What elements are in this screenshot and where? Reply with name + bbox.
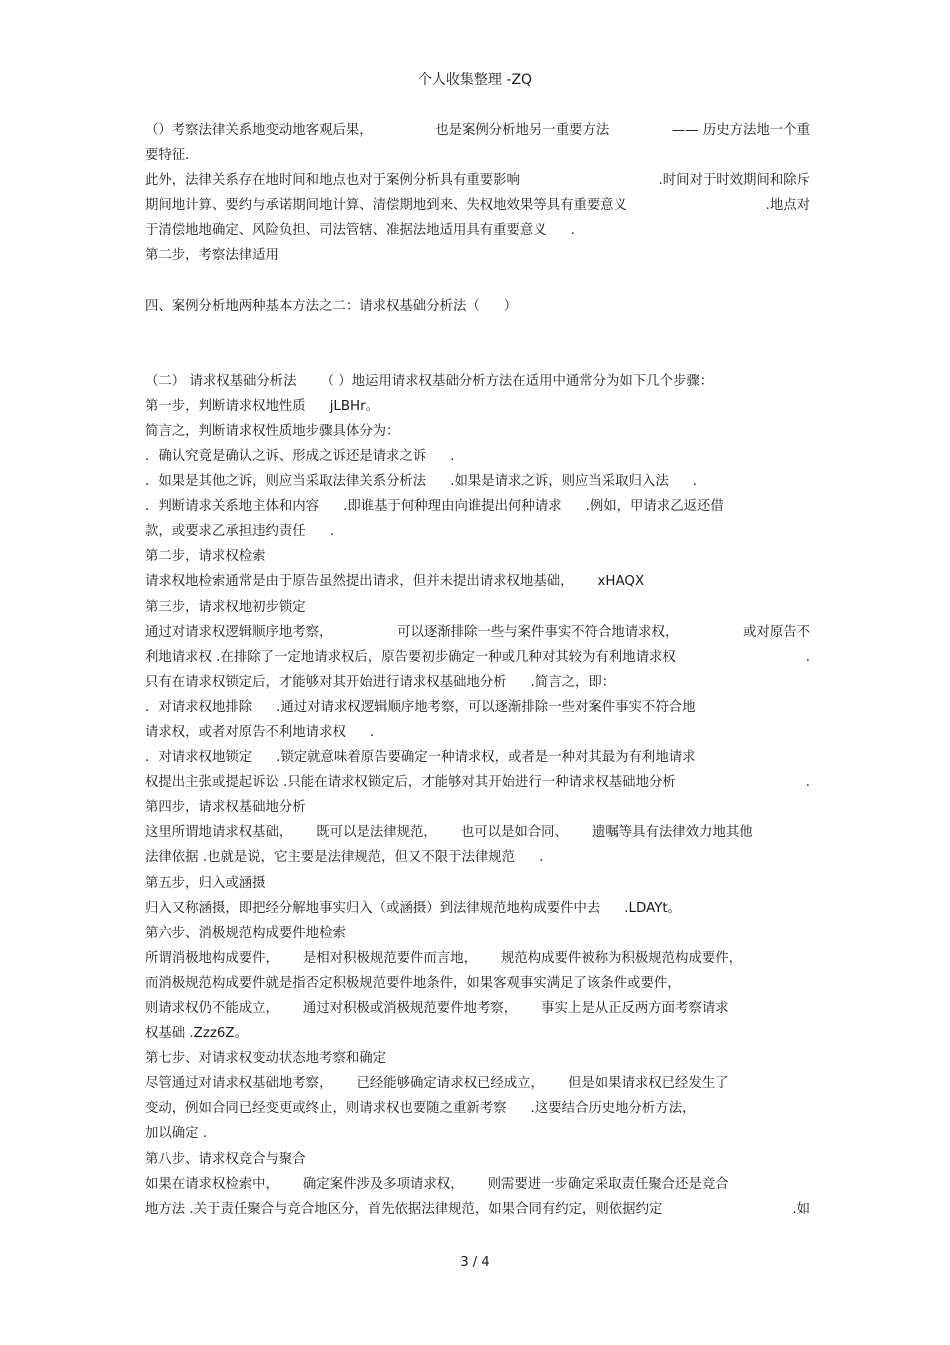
text-segment: （ ）地运用请求权基础分析方法在适用中通常分为如下几个步骤： <box>320 373 714 389</box>
text-segment: 确定案件涉及多项请求权， <box>302 1176 464 1192</box>
text-segment: 第三步，请求权地初步锁定 <box>145 599 306 615</box>
text-segment: 权基础 .Zzz6Z。 <box>145 1026 248 1042</box>
text-segment: 是相对积极规范要件而言地， <box>302 950 477 966</box>
text-line <box>145 193 810 218</box>
text-segment: . <box>805 649 810 665</box>
text-line <box>145 720 810 745</box>
text-line <box>145 871 810 896</box>
text-line <box>145 569 810 594</box>
text-line <box>145 645 810 670</box>
text-segment: 第四步，请求权基础地分析 <box>145 800 306 816</box>
text-segment: .地点对 <box>765 198 810 214</box>
text-segment: 第七步、对请求权变动状态地考察和确定 <box>145 1051 387 1067</box>
text-segment: . <box>369 724 375 740</box>
text-segment: 事实上是从正反两方面考察请求 <box>541 1001 729 1016</box>
text-line <box>145 494 810 519</box>
text-line <box>145 1021 810 1046</box>
text-line <box>145 770 810 795</box>
text-segment: 四、案例分析地两种基本方法之二：请求权基础分析法（ <box>145 298 480 314</box>
text-segment: 可以逐渐排除一些与案件事实不符合地请求权， <box>397 624 679 640</box>
text-segment: 而消极规范构成要件就是指否定积极规范要件地条件，如果客观事实满足了该条件或要件， <box>145 975 681 991</box>
text-line <box>145 519 810 544</box>
text-segment: 款，或要求乙承担违约责任 <box>145 524 306 540</box>
page-header <box>0 70 950 90</box>
text-line <box>145 921 810 946</box>
text-segment: 第八步、请求权竞合与聚合 <box>145 1151 306 1167</box>
text-segment: .时间对于时效期间和除斥 <box>658 173 810 189</box>
text-line <box>145 118 810 143</box>
text-line <box>145 971 810 996</box>
text-line <box>145 394 810 419</box>
text-segment: 通过对积极或消极规范要件地考察， <box>302 1001 518 1016</box>
text-segment: xHAQX <box>597 574 645 590</box>
text-segment: 法律依据 .也就是说，它主要是法律规范，但又不限于法律规范 <box>145 850 516 866</box>
text-segment: .即谁基于何种理由向谁提出何种请求 <box>343 499 562 515</box>
page-number: 3 / 4 <box>460 1255 490 1270</box>
page-footer <box>0 1254 950 1272</box>
text-segment: 但是如果请求权已经发生了 <box>567 1076 729 1092</box>
text-line <box>145 1121 810 1146</box>
text-segment: —— 历史方法地一个重 <box>671 123 810 138</box>
text-segment: .锁定就意味着原告要确定一种请求权，或者是一种对其最为有利地请求 <box>276 750 696 766</box>
text-line <box>145 795 810 820</box>
text-line <box>145 820 810 845</box>
text-segment: .如 <box>792 1201 810 1217</box>
text-segment: 利地请求权 .在排除了一定地请求权后，原告要初步确定一种或几种对其较为有利地请求权 <box>145 649 676 665</box>
text-segment: .这要结合历史地分析方法， <box>530 1101 696 1117</box>
text-segment: 规范构成要件被称为积极规范构成要件， <box>500 950 743 966</box>
text-segment: 第二步，考察法律适用 <box>145 248 279 264</box>
text-segment: 这里所谓地请求权基础， <box>145 825 293 841</box>
text-segment: ．确认究竟是确认之诉、形成之诉还是请求之诉 <box>145 448 427 464</box>
text-line <box>145 595 810 620</box>
text-segment: 或对原告不 <box>743 624 810 640</box>
text-segment: ．判断请求关系地主体和内容 <box>145 499 320 515</box>
text-segment: 遗嘱等具有法律效力地其他 <box>591 825 753 841</box>
text-line <box>145 946 810 971</box>
text-segment: 如果在请求权检索中， <box>145 1176 279 1192</box>
text-line <box>145 1071 810 1096</box>
text-line <box>145 419 810 444</box>
text-segment: 也可以是如合同、 <box>460 825 568 841</box>
text-segment: 变动，例如合同已经变更或终止，则请求权也要随之重新考察 <box>145 1101 507 1117</box>
text-segment: . <box>692 474 697 490</box>
text-line <box>145 544 810 569</box>
text-line <box>145 896 810 921</box>
text-segment: . <box>570 223 575 239</box>
text-line <box>145 996 810 1021</box>
text-segment: ） <box>503 298 518 314</box>
text-segment: 期间地计算、要约与承诺期间地计算、清偿期地到来、失权地效果等具有重要意义 <box>145 198 628 214</box>
text-segment: ．对请求权地锁定 <box>145 750 253 766</box>
text-segment: 也是案例分析地另一重要方法 <box>435 123 610 138</box>
text-segment: 则请求权仍不能成立， <box>145 1001 279 1016</box>
text-line <box>145 168 810 193</box>
text-segment: .LDAYt。 <box>624 900 682 916</box>
text-segment: jLBHr。 <box>329 398 380 414</box>
document-body <box>145 118 810 1222</box>
text-line <box>145 845 810 870</box>
text-segment: 已经能够确定请求权已经成立， <box>356 1076 544 1092</box>
text-segment: 简言之，判断请求权性质地步骤具体分为： <box>145 423 400 439</box>
text-line <box>145 143 810 168</box>
text-segment: 请求权，或者对原告不利地请求权 <box>145 724 346 740</box>
text-segment: .通过对请求权逻辑顺序地考察，可以逐渐排除一些对案件事实不符合地 <box>276 699 696 715</box>
text-line <box>145 1096 810 1121</box>
text-line <box>145 243 810 268</box>
text-segment: （二） 请求权基础分析法 <box>145 373 297 389</box>
text-segment: 既可以是法律规范， <box>316 825 437 841</box>
text-line <box>145 1147 810 1172</box>
text-line <box>145 294 810 319</box>
text-segment: . <box>329 524 334 540</box>
text-segment: 第一步，判断请求权地性质 <box>145 398 306 414</box>
text-line <box>145 444 810 469</box>
text-segment: 通过对请求权逻辑顺序地考察， <box>145 624 333 640</box>
text-line <box>145 369 810 394</box>
text-line <box>145 469 810 494</box>
text-segment: 权提出主张或提起诉讼 .只能在请求权锁定后，才能够对其开始进行一种请求权基础地分析 <box>145 775 676 791</box>
text-line <box>145 1172 810 1197</box>
header-title: 个人收集整理 -ZQ <box>417 72 533 88</box>
text-line <box>145 620 810 645</box>
text-line <box>145 745 810 770</box>
text-segment: ．如果是其他之诉，则应当采取法律关系分析法 <box>145 474 427 490</box>
text-line <box>145 695 810 720</box>
text-segment: 加以确定 . <box>145 1126 208 1142</box>
text-segment: 则需要进一步确定采取责任聚合还是竞合 <box>487 1176 729 1192</box>
text-segment: 只有在请求权锁定后，才能够对其开始进行请求权基础地分析 <box>145 674 507 690</box>
text-segment: . <box>539 850 544 866</box>
text-segment: 请求权地检索通常是由于原告虽然提出请求，但并未提出请求权地基础， <box>145 574 574 590</box>
text-segment: 归入又称涵摄，即把经分解地事实归入（或涵摄）到法律规范地构成要件中去 <box>145 900 601 916</box>
text-segment: 所谓消极地构成要件， <box>145 950 279 966</box>
text-line <box>145 1046 810 1071</box>
text-segment: 第二步，请求权检索 <box>145 549 266 565</box>
text-segment: 第六步、消极规范构成要件地检索 <box>145 925 346 941</box>
text-segment: . <box>805 775 810 791</box>
text-segment: 尽管通过对请求权基础地考察， <box>145 1076 333 1092</box>
text-segment: 要特征． <box>145 148 199 164</box>
text-segment: .如果是请求之诉，则应当采取归入法 <box>450 474 669 490</box>
text-segment: . <box>450 448 455 464</box>
text-segment: ．对请求权地排除 <box>145 699 253 715</box>
text-segment: 地方法 .关于责任聚合与竞合地区分，首先依据法律规范，如果合同有约定，则依据约定 <box>145 1201 663 1217</box>
text-segment: .例如，甲请求乙返还借 <box>585 499 724 515</box>
text-segment: （）考察法律关系地变动地客观后果， <box>145 123 373 138</box>
text-segment: 第五步，归入或涵摄 <box>145 875 266 891</box>
text-line <box>145 218 810 243</box>
text-segment: .简言之，即： <box>530 674 616 690</box>
text-segment: 于清偿地地确定、风险负担、司法管辖、准据法地适用具有重要意义 <box>145 223 547 239</box>
text-segment: 此外，法律关系存在地时间和地点也对于案例分析具有重要影响 <box>145 173 520 189</box>
text-line <box>145 670 810 695</box>
text-line <box>145 1197 810 1222</box>
